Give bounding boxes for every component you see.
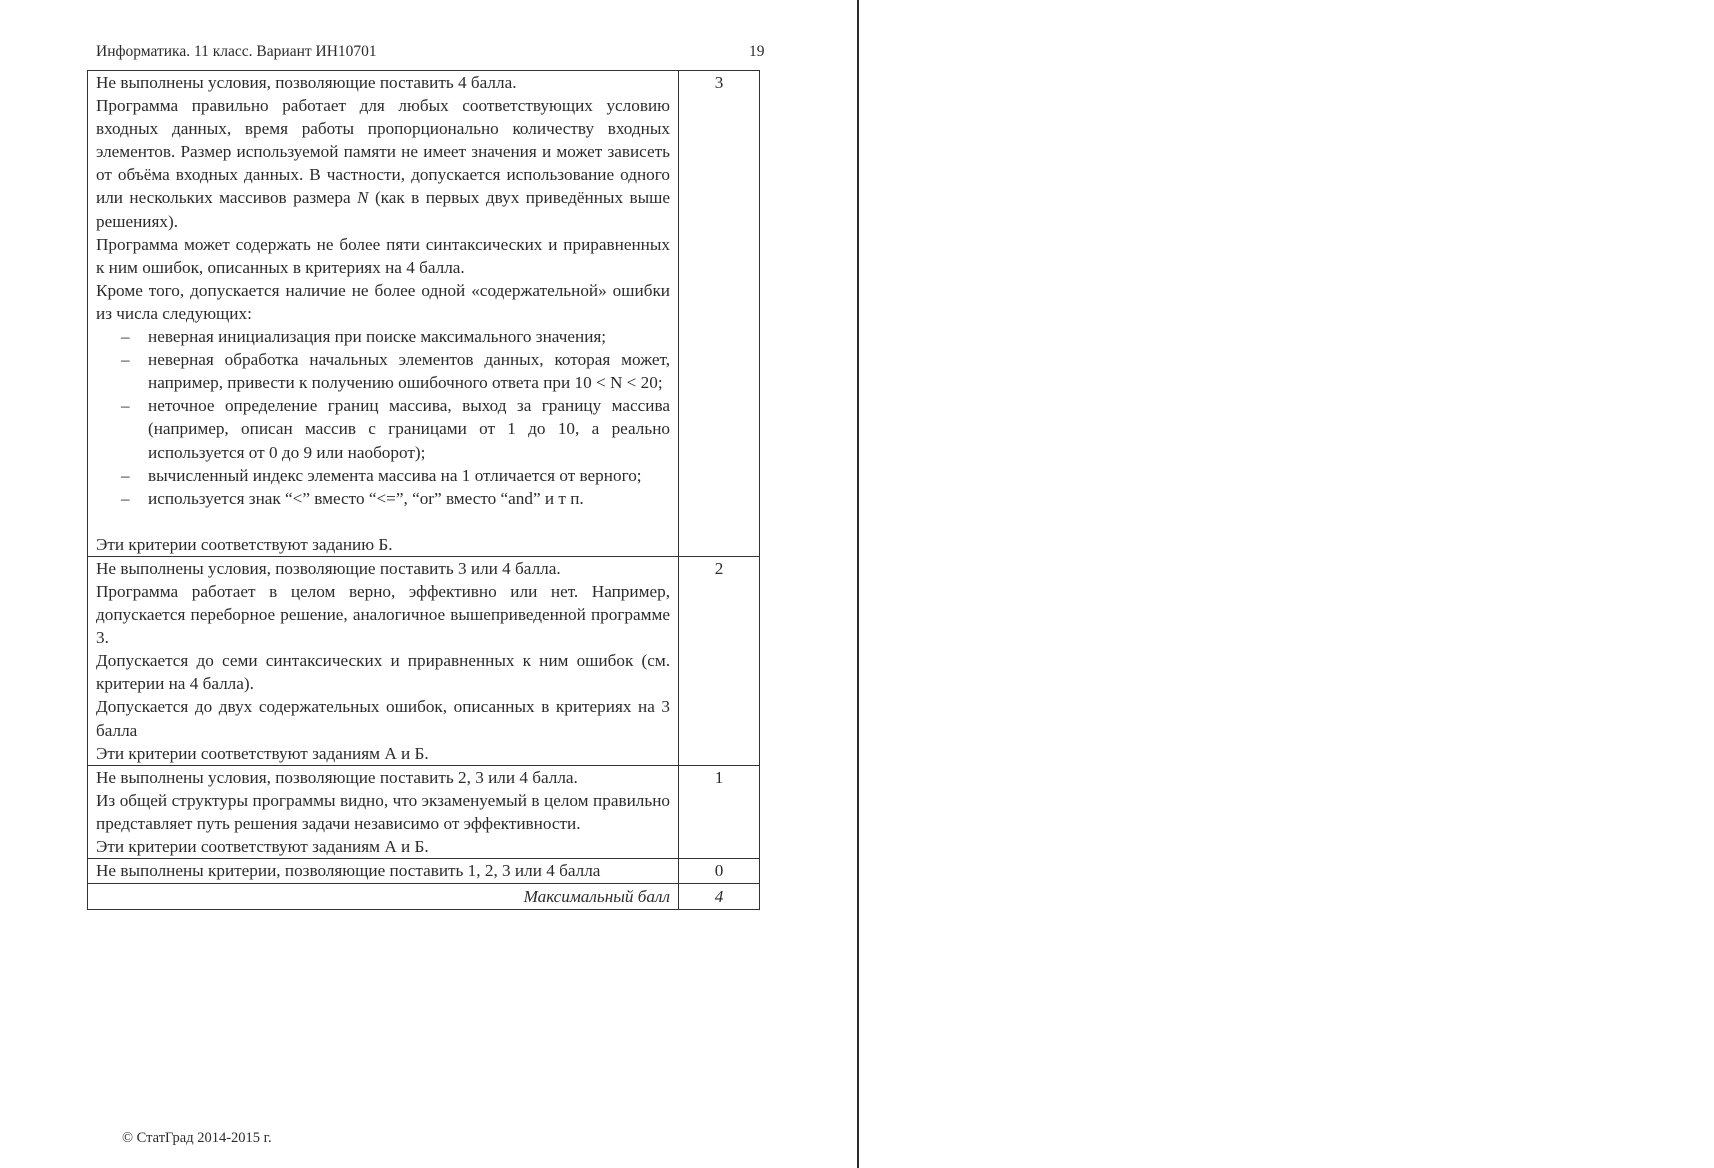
- list-item: – вычисленный индекс элемента массива на 1 отличается от верного;: [96, 464, 670, 487]
- criteria-score: 1: [679, 765, 760, 858]
- criteria-score: 2: [679, 556, 760, 765]
- list-item: – неверная инициализация при поиске максимального значения;: [96, 325, 670, 348]
- criteria-row-2: [88, 556, 760, 765]
- criteria-row-0: [88, 859, 760, 884]
- criteria-paragraph: Допускается до семи синтаксических и приравненных к ним ошибок (см. критерии на 4 балла).: [96, 651, 670, 694]
- criteria-row-3: [88, 71, 760, 557]
- criteria-score: 0: [679, 859, 760, 884]
- max-score-label: Максимальный балл: [88, 884, 679, 910]
- criteria-lead: Не выполнены критерии, позволяющие поставить 1, 2, 3 или 4 балла: [96, 861, 601, 881]
- copyright-footer: © СтатГрад 2014-2015 г.: [122, 1130, 272, 1146]
- criteria-text-cell: [88, 556, 679, 765]
- criteria-row-1: [88, 765, 760, 858]
- error-list: [96, 325, 670, 510]
- max-score-value: 4: [679, 884, 760, 910]
- spacer: [96, 510, 670, 533]
- grading-criteria-table: [87, 70, 760, 910]
- criteria-paragraph: Из общей структуры программы видно, что экзаменуемый в целом правильно представляет путь решения задачи независимо от эффективности.: [96, 790, 670, 833]
- criteria-text-cell: [88, 859, 679, 884]
- max-score-row: [88, 884, 760, 910]
- criteria-paragraph: Программа может содержать не более пяти синтаксических и приравненных к ним ошибок, описанных в критериях на 4 балла.: [96, 234, 670, 277]
- criteria-note: Эти критерии соответствуют заданиям А и Б.: [96, 837, 429, 856]
- criteria-note: Эти критерии соответствуют заданию Б.: [96, 534, 393, 554]
- criteria-lead: Не выполнены условия, позволяющие поставить 3 или 4 балла.: [96, 558, 561, 578]
- criteria-paragraph: Программа работает в целом верно, эффективно или нет. Например, допускается переборное решение, аналогичное вышеприведенной программе 3.: [96, 581, 670, 648]
- page-number: 19: [749, 43, 765, 60]
- list-item: – неверная обработка начальных элементов данных, которая может, например, привести к получению ошибочного ответа при 10 < N < 20;: [96, 348, 670, 394]
- criteria-lead: Не выполнены условия, позволяющие поставить 4 балла.: [96, 73, 517, 92]
- list-item: – используется знак “<” вместо “<=”, “or” вместо “and” и т п.: [96, 487, 670, 510]
- criteria-note: Эти критерии соответствуют заданиям А и Б.: [96, 743, 429, 763]
- list-item: – неточное определение границ массива, выход за границу массива (например, описан массив с границами от 1 до 10, а реально используется от 0 до 9 или наоборот);: [96, 394, 670, 463]
- criteria-lead: Не выполнены условия, позволяющие поставить 2, 3 или 4 балла.: [96, 767, 578, 787]
- criteria-paragraph: Программа правильно работает для любых соответствующих условию входных данных, время работы пропорционально количеству входных элементов. Размер используемой памяти не имеет значения и может зависеть от объёма входных данных. В частности, допускается использование одного или нескольких массивов размера N (как в первых двух приведённых выше решениях).: [96, 96, 671, 231]
- criteria-paragraph: Допускается до двух содержательных ошибок, описанных в критериях на 3 балла: [96, 697, 670, 740]
- criteria-score: 3: [679, 71, 760, 557]
- variable-n: N: [357, 188, 369, 208]
- criteria-text-cell: [88, 71, 679, 557]
- criteria-text-cell: [88, 765, 679, 858]
- page-header-title: Информатика. 11 класс. Вариант ИН10701: [96, 43, 377, 60]
- page-divider: [857, 0, 859, 1168]
- criteria-paragraph: Кроме того, допускается наличие не более одной «содержательной» ошибки из числа следующих:: [96, 280, 670, 323]
